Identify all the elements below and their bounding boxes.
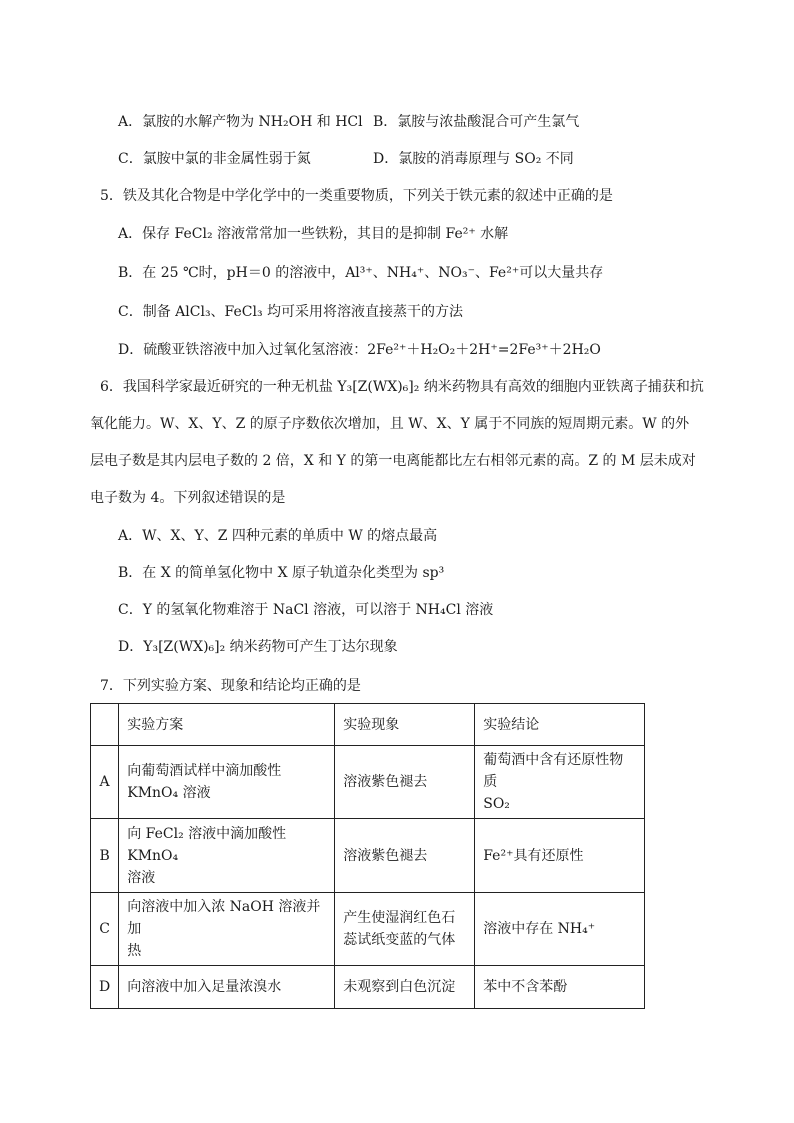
header-phenomenon: 实验现象	[335, 704, 475, 746]
phenomenon-line: 未观察到白色沉淀	[343, 979, 456, 995]
q6-stem-line-2: 氧化能力。W、X、Y、Z 的原子序数依次增加，且 W、X、Y 属于不同族的短周期元素。W 的外	[90, 416, 690, 432]
conclusion-cell	[475, 893, 645, 966]
row-label: B	[91, 819, 119, 893]
q7-stem: 7．下列实验方案、现象和结论均正确的是	[100, 678, 361, 694]
phenomenon-cell	[335, 966, 475, 1009]
plan-line: KMnO₄ 溶液	[127, 785, 211, 801]
table-row	[91, 746, 645, 819]
table-row	[91, 819, 645, 893]
plan-line: 向溶液中加入足量浓溴水	[127, 979, 282, 995]
q5-option-a: A．保存 FeCl₂ 溶液常常加一些铁粉，其目的是抑制 Fe²⁺ 水解	[118, 226, 509, 242]
q4-option-c: C．氯胺中氯的非金属性弱于氮	[118, 151, 311, 167]
q4-option-d: D．氯胺的消毒原理与 SO₂ 不同	[373, 151, 574, 167]
plan-cell	[119, 966, 335, 1009]
row-label: D	[91, 966, 119, 1009]
conclusion-line: 溶液中存在 NH₄⁺	[483, 921, 596, 937]
q5-stem: 5．铁及其化合物是中学化学中的一类重要物质，下列关于铁元素的叙述中正确的是	[100, 188, 613, 204]
table-row	[91, 893, 645, 966]
q6-stem-line-3: 层电子数是其内层电子数的 2 倍，X 和 Y 的第一电离能都比左右相邻元素的高。Z 的 M 层未成对	[90, 453, 696, 469]
conclusion-line: Fe²⁺具有还原性	[483, 847, 584, 864]
header-plan: 实验方案	[119, 704, 335, 746]
q5-option-d: D．硫酸亚铁溶液中加入过氧化氢溶液：2Fe²⁺＋H₂O₂＋2H⁺=2Fe³⁺＋2H₂O	[118, 342, 601, 358]
phenomenon-cell	[335, 746, 475, 819]
q4-option-a: A．氯胺的水解产物为 NH₂OH 和 HCl	[118, 114, 363, 130]
q5-option-b: B．在 25 ℃时，pH＝0 的溶液中，Al³⁺、NH₄⁺、NO₃⁻、Fe²⁺可以大量共存	[118, 265, 604, 281]
phenomenon-cell	[335, 819, 475, 893]
row-label: A	[91, 746, 119, 819]
header-label-cell	[91, 704, 119, 746]
q6-stem-line-4: 电子数为 4。下列叙述错误的是	[90, 490, 286, 506]
plan-cell	[119, 893, 335, 966]
phenomenon-line: 蕊试纸变蓝的气体	[343, 932, 456, 948]
q6-option-b: B．在 X 的简单氢化物中 X 原子轨道杂化类型为 sp³	[118, 565, 445, 581]
q6-option-d: D．Y₃[Z(WX)₆]₂ 纳米药物可产生丁达尔现象	[118, 639, 398, 655]
conclusion-line: 苯中不含苯酚	[483, 979, 568, 995]
conclusion-line: 葡萄酒中含有还原性物质	[483, 752, 624, 790]
plan-cell	[119, 819, 335, 893]
conclusion-cell	[475, 746, 645, 819]
q4-option-b: B．氯胺与浓盐酸混合可产生氯气	[373, 114, 580, 130]
phenomenon-cell	[335, 893, 475, 966]
plan-line: 向葡萄酒试样中滴加酸性	[127, 763, 282, 779]
q6-stem-line-1: 6．我国科学家最近研究的一种无机盐 Y₃[Z(WX)₆]₂ 纳米药物具有高效的细胞内亚铁离子捕获和抗	[100, 379, 704, 395]
plan-line: 向 FeCl₂ 溶液中滴加酸性 KMnO₄	[127, 825, 287, 864]
conclusion-cell	[475, 966, 645, 1009]
plan-cell	[119, 746, 335, 819]
plan-line: 热	[127, 943, 142, 959]
experiment-table	[90, 703, 645, 1009]
q6-option-c: C．Y 的氢氧化物难溶于 NaCl 溶液，可以溶于 NH₄Cl 溶液	[118, 602, 494, 618]
plan-line: 向溶液中加入浓 NaOH 溶液并加	[127, 899, 321, 937]
q5-option-c: C．制备 AlCl₃、FeCl₃ 均可采用将溶液直接蒸干的方法	[118, 304, 464, 320]
phenomenon-line: 溶液紫色褪去	[343, 847, 428, 864]
conclusion-line: SO₂	[483, 796, 510, 812]
header-conclusion: 实验结论	[475, 704, 645, 746]
q6-option-a: A．W、X、Y、Z 四种元素的单质中 W 的熔点最高	[118, 528, 438, 544]
phenomenon-line: 产生使湿润红色石	[343, 910, 456, 926]
table-row	[91, 966, 645, 1009]
conclusion-cell	[475, 819, 645, 893]
row-label: C	[91, 893, 119, 966]
phenomenon-line: 溶液紫色褪去	[343, 774, 428, 790]
plan-line: 溶液	[127, 869, 156, 886]
table-header-row	[91, 704, 645, 746]
